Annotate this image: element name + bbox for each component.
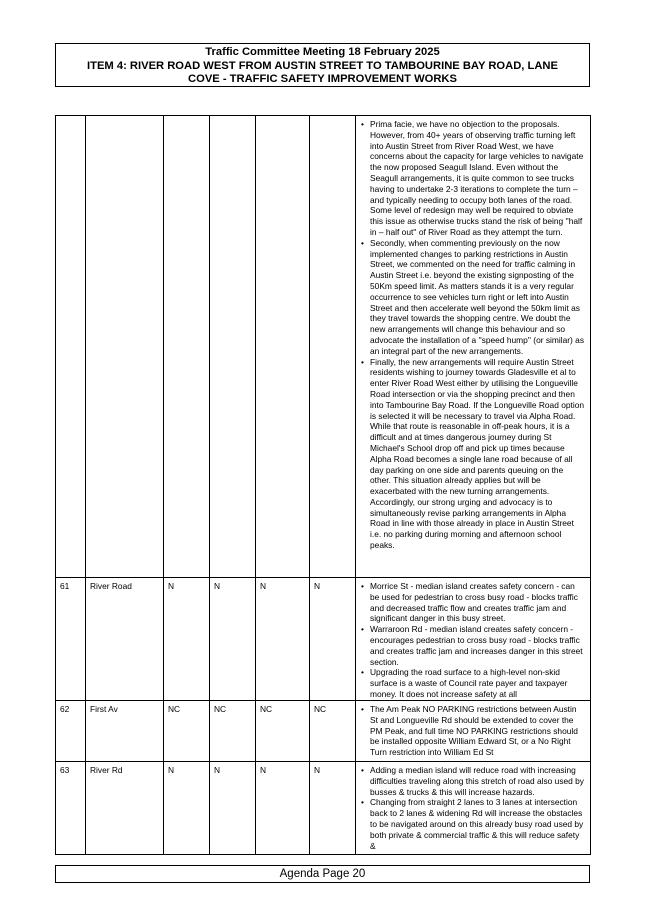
comment-bullet: • Adding a median island will reduce road with increasing difficulties traveling along this stretch of road also used by busses & trucks & this will increase hazards.	[370, 765, 586, 797]
comment-bullet: • Morrice St - median island creates safety concern - can be used for pedestrian to cross busy road - blocks traffic and decreased traffic flow and creates traffic jam and significant danger in this busy street.	[370, 581, 586, 624]
submission-number: 63	[56, 762, 86, 855]
street-name: First Av	[86, 701, 164, 762]
table-row	[56, 701, 591, 762]
response-cell: N	[256, 762, 310, 855]
comments-cell	[356, 701, 591, 762]
street-name: River Rd	[86, 762, 164, 855]
page-header	[55, 43, 590, 87]
comments-cell	[356, 762, 591, 855]
comment-bullet: • The Am Peak NO PARKING restrictions between Austin St and Longueville Rd should be extended to cover the PM Peak, and full time NO PARKING restrictions should be installed opposite William Edward St, or a No Right Turn restriction into William Ed St	[370, 704, 586, 758]
response-cell: NC	[256, 701, 310, 762]
response-cell: N	[164, 578, 210, 701]
response-cell: N	[310, 762, 356, 855]
header-item-title-line1: ITEM 4: RIVER ROAD WEST FROM AUSTIN STREET TO TAMBOURINE BAY ROAD, LANE	[87, 59, 558, 72]
agenda-page-number: Agenda Page 20	[279, 868, 366, 880]
comment-bullet: • Secondly, when commenting previously on the now implemented changes to parking restrictions in Austin Street, we commented on the need for traffic calming in Austin Street i.e. beyond the existing signposting of the 50Km speed limit. As matters stands it is a very regular occurrence to see vehicles turn right or left into Austin Street and then accelerate well beyond the 50km limit as they travel towards the shopping centre. We doubt the new arrangements will change this behaviour and so advocate the installation of a ''speed hump'' (or similar) as an integral part of the new arrangements.	[370, 238, 586, 357]
header-item-title-line2: COVE - TRAFFIC SAFETY IMPROVEMENT WORKS	[188, 73, 457, 85]
response-cell	[310, 116, 356, 578]
response-cell: N	[210, 578, 256, 701]
submission-number: 62	[56, 701, 86, 762]
submissions-table	[55, 115, 591, 855]
table-row	[56, 116, 591, 578]
response-cell	[256, 116, 310, 578]
comment-bullet: • Warraroon Rd - median island creates safety concern - encourages pedestrian to cross busy road - blocks traffic and creates traffic jam and increases danger in this street section.	[370, 624, 586, 667]
page-footer	[55, 865, 590, 883]
response-cell: NC	[164, 701, 210, 762]
submission-number	[56, 116, 86, 578]
street-name	[86, 116, 164, 578]
response-cell: N	[210, 762, 256, 855]
comments-cell	[356, 116, 591, 578]
comment-bullet: • Upgrading the road surface to a high-level non-skid surface is a waste of Council rate payer and taxpayer money. It does not increase safety at all	[370, 667, 586, 699]
table-row	[56, 762, 591, 855]
comment-bullet: • Prima facie, we have no objection to the proposals. However, from 40+ years of observing traffic turning left into Austin Street from River Road West, we have concerns about the capacity for large vehicles to navigate the now proposed Seagull Island. Even without the Seagull arrangements, it is quite common to see trucks having to undertake 2-3 iterations to complete the turn – and typically needing to occupy both lanes of the road. Some level of redesign may well be required to obviate this issue as otherwise trucks stand the risk of being ''half in – half out'' of River Road as they attempt the turn.	[370, 119, 586, 238]
submission-number: 61	[56, 578, 86, 701]
response-cell: N	[310, 578, 356, 701]
header-meeting-title: Traffic Committee Meeting 18 February 2025	[205, 46, 440, 58]
response-cell: N	[256, 578, 310, 701]
response-cell: NC	[210, 701, 256, 762]
response-cell: N	[164, 762, 210, 855]
comment-bullet: • Finally, the new arrangements will require Austin Street residents wishing to journey towards Gladesville et al to enter River Road West either by utilising the Longueville Road intersection or via the shopping precinct and then into Tambourine Bay Road. If the Longueville Road option is selected it will be necessary to travel via Alpha Road. While that route is reasonable in off-peak hours, it is a difficult and at times dangerous journey during St Michael's School drop off and pick up times because Alpha Road becomes a single lane road because of all day parking on one side and parents queuing on the other. This situation already applies but will be exacerbated with the new turning arrangements. Accordingly, our strong urging and advocacy is to simultaneously revise parking arrangements in Alpha Road in line with those already in place in Austin Street i.e. no parking during morning and afternoon school peaks.	[370, 357, 586, 551]
response-cell: NC	[310, 701, 356, 762]
comments-cell	[356, 578, 591, 701]
response-cell	[210, 116, 256, 578]
table-row	[56, 578, 591, 701]
street-name: River Road	[86, 578, 164, 701]
comment-bullet: • Changing from straight 2 lanes to 3 lanes at intersection back to 2 lanes & widening Rd will increase the obstacles to be navigated around on this already busy road used by both private & commercial traffic & this will reduce safety &	[370, 797, 586, 851]
response-cell	[164, 116, 210, 578]
